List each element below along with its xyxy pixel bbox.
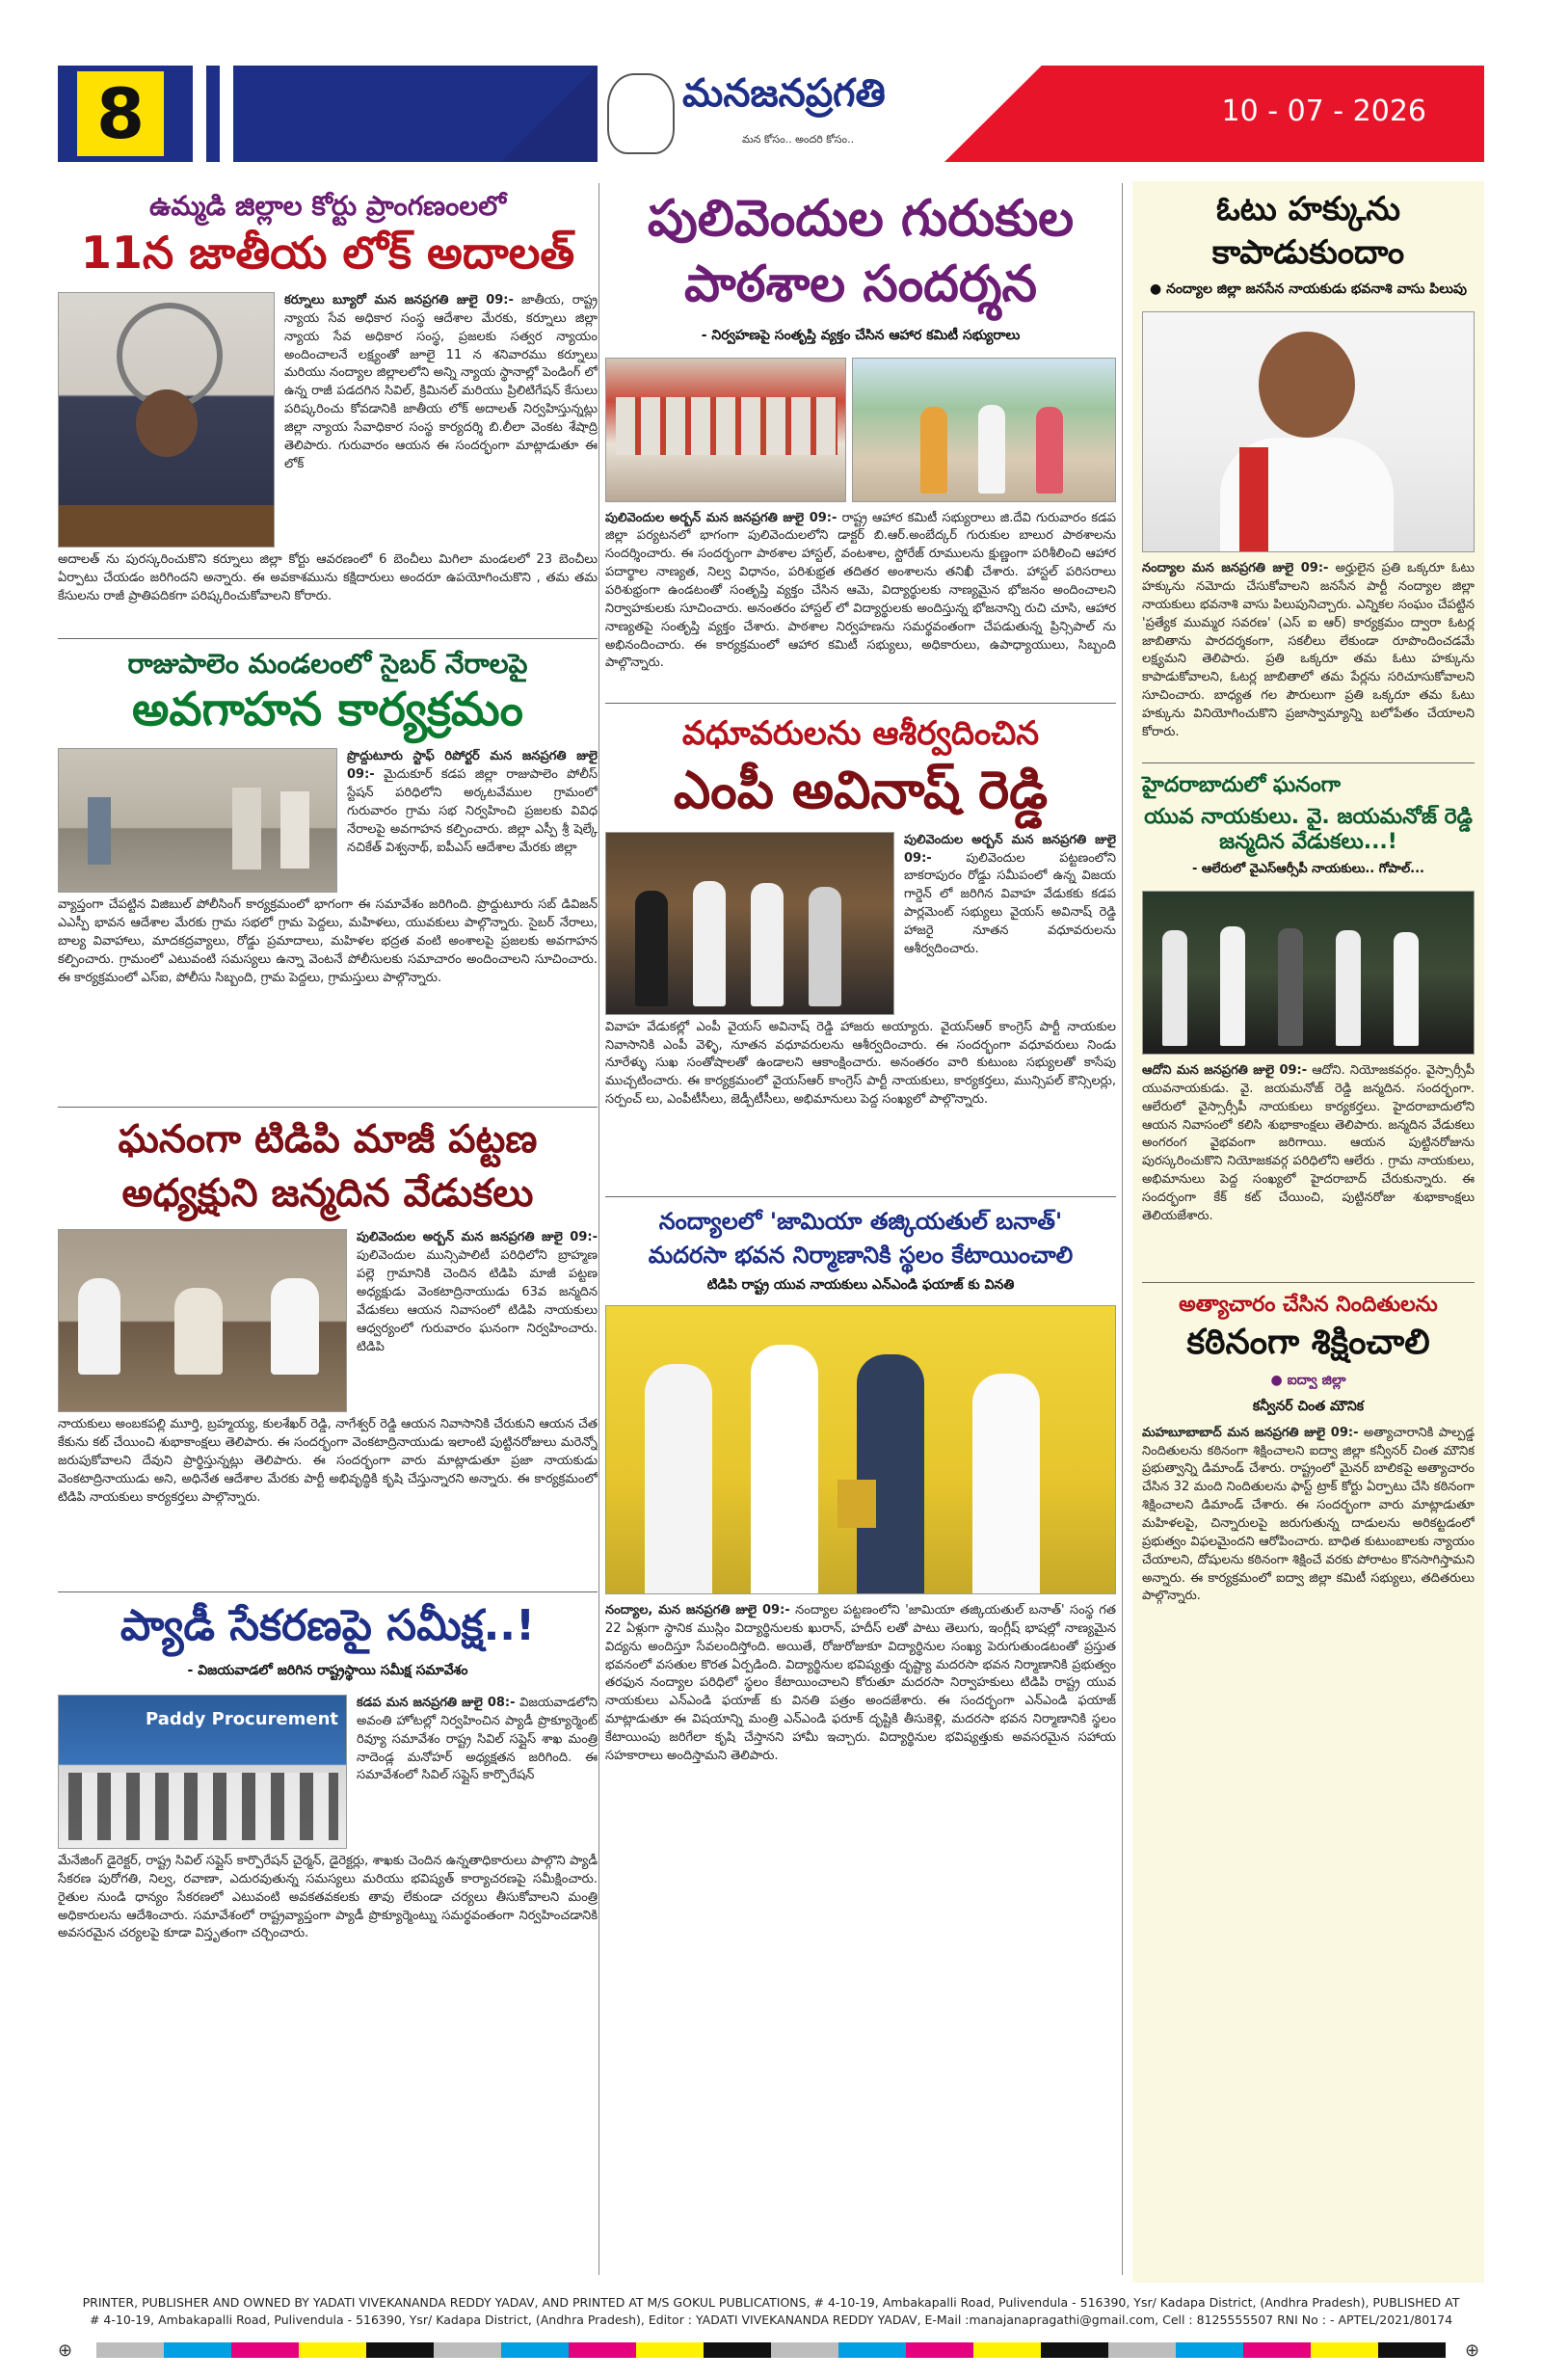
article-headline: ప్యాడీ సేకరణపై సమీక్ష..! (120, 1601, 536, 1651)
photo-birthday-celebration (58, 1229, 347, 1412)
issue-date: 10 - 07 - 2026 (1221, 94, 1426, 128)
photo-mp-wedding (605, 832, 894, 1015)
banner-text: Paddy Procurement (146, 1709, 339, 1730)
masthead (58, 66, 1484, 162)
article-kicker: వధూవరులను ఆశీర్వదించిన (681, 713, 1040, 753)
article-headline: పాఠశాల సందర్శన (683, 254, 1038, 313)
article-byline: నంద్యాల, మన జనప్రగతి జులై 09:- (605, 1602, 790, 1618)
article-kicker: హైదరాబాదులో ఘనంగా (1142, 773, 1342, 798)
article-mp-blessing (605, 715, 1116, 1185)
article-headline: ఓటు హక్కును (1215, 190, 1401, 228)
portrait-logo-icon (607, 73, 675, 154)
article-madrasa-land (605, 1209, 1116, 1806)
photo-committee-visit (852, 358, 1116, 502)
article-byline: ఆదోని మన జనప్రగతి జులై 09:- (1142, 1063, 1308, 1079)
article-paddy-review (58, 1602, 598, 2015)
article-headline: పులివెందుల గురుకుల (647, 190, 1075, 248)
article-byline: పులివెందుల అర్బన్ మన జనప్రగతి జులై 09:- (904, 832, 1116, 866)
article-body: పులివెందుల మున్సిపాలిటీ పరిధిలోని బ్రాహ్మణ పల్లె గ్రామానికి చెందిన టిడిపి మాజీ పట్టణ అధ్యక్షుడు వెంకటాద్రినాయుడు 63వ జన్మదిన వేడుకలు ఆయన నివాసంలో టిడిపి నాయకులు ఆధ్వర్యంలో గురువారం ఘనంగా నిర్వహించారు. టిడిపి (357, 1248, 598, 1354)
article-subheading: కన్వీనర్ చింత మౌనిక (1252, 1398, 1365, 1414)
column-right (1132, 181, 1484, 2283)
article-subheading: - విజయవాడలో జరిగిన రాష్ట్రస్థాయి సమీక్ష సమావేశం (187, 1663, 468, 1679)
article-headline: ఎంపీ అవినాష్ రెడ్డి (673, 759, 1049, 820)
article-cyber-awareness (58, 649, 598, 1097)
article-body: నాయకులు అంబకపల్లి మూర్తి, బ్రహ్మయ్య, కులశేఖర్ రెడ్డి, నాగేశ్వర్ రెడ్డి ఆయన నివాసానికి చేరుకుని ఆయన చేత కేకును కట్ చేయించి శుభాకాంక్షలు తెలిపారు. ఈ సందర్భంగా వెంకటాద్రినాయుడు ఇలాంటి పుట్టినరోజులు మరెన్నో జరుపుకోవాలని దేవుని ప్రార్థిస్తున్నట్లు తెలిపారు. ఈ సందర్భంగా వారు మాట్లాడుతూ ప్రజా నాయకుడు వెంకటాద్రినాయుడు అని, అధినేత ఆదేశాల మేరకు పార్టీ అభివృద్ధికి కృషి చేస్తున్నారని అన్నారు. ఈ కార్యక్రమంలో టిడిపి నాయకులు కార్యకర్తలు పాల్గొన్నారు. (58, 1417, 598, 1505)
article-body: నంద్యాల పట్టణంలోని 'జామియా తజ్కియతుల్ బనాత్' సంస్థ గత 22 ఏళ్లుగా స్థానిక ముస్లిం విద్యార్థినులకు ఖురాన్, హదీస్ లతో పాటు తెలుగు, ఇంగ్లీష్ భాషల్లో నాణ్యమైన విద్యను అందిస్తూ సేవలందిస్తోంది. అయితే, రోజురోజుకూ విద్యార్థినుల సంఖ్య పెరుగుతుండటంతో ప్రస్తుత భవనంలో వసతుల కొరత ఏర్పడింది. విద్యార్థినుల భవిష్యత్తు దృష్ట్యా మదరసా భవన నిర్మాణానికి ప్రభుత్వం తరఫున నంద్యాల పరిధిలో స్థలం కేటాయించాలని కోరుతూ మదరసా నిర్వాహకులు టిడిపి రాష్ట్ర యువ నాయకులు ఎన్ఎండి ఫయాజ్ కు వినతి పత్రం అందజేశారు. ఈ సందర్భంగా ఎన్ఎండి ఫయాజ్ మాట్లాడుతూ ఈ విషయాన్ని మంత్రి ఎన్ఎండి ఫరూక్ దృష్టికి తీసుకెళ్లి, మదరసా భవన నిర్మాణానికి స్థలం కేటాయింపు జరిగేలా కృషి చేస్తానని హామీ ఇచ్చారు. విద్యార్థినుల భవిష్యత్తుకు అవసరమైన సహాయ సహకారాలు అందిస్తామని తెలిపారు. (605, 1602, 1116, 1763)
article-body: జాతీయ, రాష్ట్ర న్యాయ సేవ అధికార సంస్థ ఆదేశాల మేరకు, కర్నూలు జిల్లా న్యాయ సేవ అధికార సంస్థ, ప్రజలకు సత్వర న్యాయం అందించాలనే లక్ష్యంతో జూలై 11 న శనివారము కర్నూలు మరియు నంద్యాల జిల్లాలలోని అన్ని న్యాయ స్థానాల్లో పెండింగ్ లో ఉన్న రాజీ పడదగిన సివిల్, క్రిమినల్ మరియు ప్రిలిటిగేషన్ కేసులు పరిష్కరించు కోవడానికి జాతీయ లోక్ అదాలత్ నిర్వహిస్తున్నట్లు జిల్లా న్యాయ సేవాధికార సంస్థ కార్యదర్శి బి.లీలా వెంకట శేషాద్రి తెలిపారు. గురువారం ఆయన ఈ సందర్భంగా మాట్లాడుతూ ఈ లోక్ (284, 293, 598, 471)
photo-judge (58, 292, 275, 548)
article-subheading: - ఆలేరులో వైఎస్ఆర్సీపీ నాయకులు.. గోపాల్... (1191, 862, 1424, 877)
photo-paddy-meeting (58, 1695, 347, 1849)
article-byline: మహబూబాబాద్ మన జనప్రగతి జులై 09:- (1142, 1425, 1359, 1440)
article-gurukul-visit (605, 191, 1116, 691)
article-body: మైదుకూర్ కడప జిల్లా రాజుపాలెం పోలీస్ స్టేషన్ పరిధిలోని అర్కటవేముల గ్రామంలో గురువారం గ్రామ సభ నిర్వహించి ప్రజలకు వివిధ నేరాలపై అవగాహన కల్పించారు. జిల్లా ఎస్పీ శ్రీ షెల్కే నచికేత్ విశ్వనాథ్, ఐపీఎస్ ఆదేశాల మేరకు జిల్లా (347, 767, 598, 855)
imprint-line: PRINTER, PUBLISHER AND OWNED BY YADATI VIVEKANANDA REDDY YADAV, AND PRINTED AT M/S GOKUL PUBLICATIONS, # 4-10-19, Ambakapalli Road, Pulivendula - 516390, Ysr/ Kadapa District, (Andhra Pradesh), PUBLISHED AT (82, 2295, 1460, 2310)
article-headline: కాపాడుకుందాం (1211, 233, 1405, 273)
article-lok-adalat (58, 191, 598, 628)
article-headline: ఘనంగా టిడిపి మాజీ పట్టణ (118, 1117, 538, 1163)
article-headline: యువ నాయకులు. వై. జయమనోజ్ రెడ్డి జన్మదిన వేడుకలు...! (1144, 805, 1473, 854)
article-byline: కడప మన జనప్రగతి జులై 08:- (357, 1696, 516, 1711)
article-body: వివాహ వేడుకల్లో ఎంపీ వైయస్ అవినాష్ రెడ్డి హాజరు అయ్యారు. వైయస్ఆర్ కాంగ్రెస్ పార్టీ నాయకుల నివాసానికి ఎంపీ వెళ్ళి, నూతన వధూవరులను ఆశీర్వదించారు. ఈ సందర్భంగా వధూవరులు నిండు నూరేళ్ళు సుఖ సంతోషాలతో ఉండాలని ఆకాంక్షించారు. అనంతరం వారి కుటుంబ సభ్యులతో కాసేపు ముచ్చటించారు. ఈ కార్యక్రమంలో వైయస్ఆర్ కాంగ్రెస్ పార్టీ నాయకులు, కార్యకర్తలు, మున్సిపల్ కౌన్సిలర్లు, సర్పంచ్ లు, ఎంపీటీసీలు, జెడ్పీటీసీలు, అభిమానులు పెద్ద సంఖ్యలో పాల్గొన్నారు. (605, 1019, 1116, 1108)
photo-janasena-leader (1142, 311, 1475, 552)
article-headline: అధ్యక్షుని జన్మదిన వేడుకలు (121, 1171, 534, 1217)
registration-mark-icon: ⊕ (1465, 2340, 1480, 2361)
column-left (58, 183, 598, 2015)
article-headline: మదరసా భవన నిర్మాణానికి స్థలం కేటాయించాలి (648, 1242, 1074, 1270)
article-byline: పులివెందుల అర్బన్ మన జనప్రగతి జులై 09:- (357, 1230, 598, 1245)
article-byline: కర్నూలు బ్యూరో మన జనప్రగతి జులై 09:- (284, 293, 514, 308)
photo-village-meeting (58, 748, 337, 893)
article-subheading: - నిర్వహణపై సంతృప్తి వ్యక్తం చేసిన ఆహార కమిటీ సభ్యురాలు (701, 327, 1021, 343)
newspaper-tagline: మన కోసం.. అందరి కోసం.. (742, 133, 855, 146)
article-body: పులివెందుల పట్టణంలోని బాకరాపురం రోడ్డు సమీపంలో ఉన్న విజయ గార్డెన్ లో జరిగిన వివాహ వేడుకకు కడప పార్లమెంట్ సభ్యులు వైయస్ అవినాష్ రెడ్డి హాజరై నూతన వధూవరులను ఆశీర్వదించారు. (904, 850, 1116, 956)
article-byline: నంద్యాల మన జనప్రగతి జులై 09:- (1142, 561, 1329, 576)
article-body: వ్యాప్తంగా చేపట్టిన విజిబుల్ పోలీసింగ్ కార్యక్రమంలో భాగంగా ఈ సమావేశం జరిగింది. ప్రొద్దుటూరు సబ్ డివిజన్ ఎఎస్పీ భావన ఆదేశాల మేరకు గ్రామ సభలో గ్రామ పెద్దలు, మహిళలు, యువకులు పాల్గొన్నారు. సైబర్ నేరాలు, బాల్య వివాహాలు, మాదకద్రవ్యాలు, రోడ్డు ప్రమాదాలు, మహిళల భద్రత వంటి అంశాలపై ప్రజలకు అవగాహన కల్పించారు. గ్రామంలో ఎటువంటి సమస్యలు ఉన్నా వెంటనే పోలీసులకు సమాచారం అందించాలని సూచించారు. ఈ కార్యక్రమంలో ఎస్ఐ, పోలీసు సిబ్బంది, గ్రామ పెద్దలు, గ్రామస్తులు పాల్గొన్నారు. (58, 897, 598, 985)
article-body: మేనేజింగ్ డైరెక్టర్, రాష్ట్ర సివిల్ సప్లైస్ కార్పొరేషన్ చైర్మన్, డైరెక్టర్లు, శాఖకు చెందిన ఉన్నతాధికారులు పాల్గొని ప్యాడీ సేకరణ పురోగతి, నిల్వ, రవాణా, ఎదురవుతున్న సమస్యలు మరియు భవిష్యత్ కార్యాచరణపై సమీక్షించారు. రైతుల నుండి ధాన్యం సేకరణలో ఎటువంటి అవకతవకలకు తావు లేకుండా చర్యలు తీసుకోవాలని మంత్రి అధికారులను ఆదేశించారు. సమావేశంలో రాష్ట్రవ్యాప్తంగా ప్యాడీ ప్రొక్యూర్మెంట్ను సమర్థవంతంగా నిర్వహించడానికి అవసరమైన చర్యలపై కూడా విస్తృతంగా చర్చించారు. (58, 1854, 598, 1941)
article-subheading: టిడిపి రాష్ట్ర యువ నాయకులు ఎన్ఎండి ఫయాజ్ కు వినతి (706, 1276, 1015, 1293)
newspaper-logo (598, 66, 944, 162)
column-divider (1122, 183, 1123, 2275)
column-middle (605, 183, 1116, 1806)
article-body: రాష్ట్ర ఆహార కమిటీ సభ్యురాలు జి.దేవి గురువారం కడప జిల్లా పర్యటనలో భాగంగా పులివెందులలోని డాక్టర్ బి.ఆర్.అంబేద్కర్ గురుకుల బాలుర పాఠశాలను సందర్శించారు. ఈ సందర్భంగా పాఠశాల హాస్టల్, వంటశాల, స్టోరేజ్ రూములను క్షుణ్ణంగా పరిశీలించి ఆహార పదార్థాల నాణ్యత, నిల్వ విధానం, పరిశుభ్రత తదితర అంశాలను తనిఖీ చేశారు. హాస్టల్ పరిసరాలు పరిశుభ్రంగా ఉండటంతో సంతృప్తి వ్యక్తం చేసిన ఆమె, విద్యార్థులకు నాణ్యమైన భోజనం అందించాలని నిర్వాహకులకు సూచించారు. అనంతరం హాస్టల్ లో విద్యార్థులకు అందిస్తున్న భోజనాన్ని రుచి చూసి, ఆహార నాణ్యతపై సంతృప్తి వ్యక్తం చేశారు. పాఠశాల నిర్వహణను సమర్థవంతంగా చేపడుతున్న ప్రిన్సిపాల్ ను అభినందించారు. ఈ కార్యక్రమంలో ఆహార కమిటీ సభ్యులు, అధికారులు, ఉపాధ్యాయులు, సిబ్బంది పాల్గొన్నారు. (605, 510, 1116, 671)
article-headline: అత్యాచారం చేసిన నిందితులను (1179, 1293, 1438, 1318)
article-byline: పులివెందుల అర్బన్ మన జనప్రగతి జులై 09:- (605, 510, 837, 525)
article-kicker: నంద్యాలలో 'జామియా తజ్కియతుల్ బనాత్' (658, 1207, 1063, 1235)
imprint-line: # 4-10-19, Ambakapalli Road, Pulivendula - 516390, Ysr/ Kadapa District, (Andhra Pradesh), Editor : YADATI VIVEKANANDA REDDY YADAV, E-Mail :manajanapragathi@gmail.com, Cell : 8125555507 RNI No : - APTEL/2021/80174 (89, 2313, 1453, 2328)
article-aidwa-demand (1132, 1293, 1484, 1714)
article-subheading: ● ఐద్వా జిల్లా (1270, 1372, 1346, 1388)
article-kicker: రాజుపాలెం మండలంలో సైబర్ నేరాలపై (127, 648, 528, 681)
article-byline: ప్రొద్దుటూరు స్టాఫ్ రిపోర్టర్ మన జనప్రగతి జులై 09:- (347, 749, 598, 783)
article-body: విజయవాడలోని అవంతి హోటల్లో నిర్వహించిన ప్యాడీ ప్రొక్యూర్మెంట్ రివ్యూ సమావేశం రాష్ట్ర సివిల్ సప్లైస్ శాఖ మంత్రి నాదెండ్ల మనోహర్ అధ్యక్షతన జరిగింది. ఈ సమావేశంలో సివిల్ సప్లైస్ కార్పొరేషన్ (357, 1696, 598, 1783)
newspaper-name: మనజనప్రగతి (682, 71, 886, 116)
article-tdp-birthday (58, 1117, 598, 1582)
article-body: ఆదోని. నియోజకవర్గం. వైస్సార్సీపీ యువనాయకుడు. వై. జయమనోజ్ రెడ్డి జన్మదిన. సందర్భంగా. ఆలేరులో వైస్సార్సీపీ నాయకులు కార్యకర్తలు. హైదరాబాదులోని ఆయన నివాసంలో కలిసి శుభాకాంక్షలు తెలిపారు. జన్మదిన వేడుకలు అంగరంగ వైభవంగా జరిగాయి. ఆయన పుట్టినరోజును పురస్కరించుకొని నియోజకవర్గ పరిధిలోని ఆలేరు . గ్రామ నాయకులు, అభిమానులు పెద్ద సంఖ్యలో హైదరాబాద్ చేరుకున్నారు. ఈ సందర్భంగా కేక్ కట్ చేయించి, పుట్టినరోజు శుభాకాంక్షలు తెలియజేశారు. (1142, 1063, 1475, 1223)
photo-birthday-group (1142, 891, 1475, 1055)
article-subheading: ● నంద్యాల జిల్లా జనసేన నాయకుడు భవనాశి వాసు పిలుపు (1150, 281, 1467, 298)
photo-food-storage (605, 358, 846, 502)
article-body: అదాలత్ ను పురస్కరించుకొని కర్నూలు జిల్లా కోర్టు ఆవరణంలో 6 బెంచీలు మిగిలా మండలలో 23 బెంచీలు ఏర్పాటు చేయడం జరిగిందని అన్నారు. ఈ అవకాశమును కక్షిదారులు అందరూ ఉపయోగించుకొని , తమ తమ కేసులను రాజీ ప్రాతిపదికగా పరిష్కరించుకోవాలని కోరారు. (58, 552, 598, 603)
article-body: అత్యాచారానికి పాల్పడ్డ నిందితులను కఠినంగా శిక్షించాలని ఐద్వా జిల్లా కన్వీనర్ చింత మౌనిక ప్రభుత్వాన్ని డిమాండ్ చేశారు. రాష్ట్రంలో మైనర్ బాలికపై అత్యాచారం చేసిన 32 మంది నిందితులను ఫాస్ట్ ట్రాక్ కోర్టు ఏర్పాటు చేసి కఠినంగా శిక్షించాలని డిమాండ్ చేశారు. ఈ సందర్భంగా వారు మాట్లాడుతూ మహిళలపై, చిన్నారులపై జరుగుతున్న దాడులను అరికట్టడంలో ప్రభుత్వం విఫలమైందని ఆరోపించారు. బాధిత కుటుంబాలకు న్యాయం చేయాలని, దోషులను కఠినంగా శిక్షించే వరకు పోరాటం కొనసాగిస్తామని అన్నారు. ఈ కార్యక్రమంలో ఐద్వా జిల్లా కమిటీ సభ్యులు, తదితరులు పాల్గొన్నారు. (1142, 1425, 1475, 1604)
article-headline: అవగాహన కార్యక్రమం (132, 682, 523, 737)
imprint-footer (58, 2294, 1484, 2329)
page-number: 8 (77, 71, 164, 156)
article-jayamanoj-birthday (1132, 773, 1484, 1272)
article-voter-rights (1132, 181, 1484, 753)
article-kicker: ఉమ్మడి జిల్లాల కోర్టు ప్రాంగణంలలో (148, 190, 507, 222)
print-color-bar (96, 2342, 1446, 2358)
article-headline: 11న జాతీయ లోక్ అదాలత్ (80, 227, 575, 280)
article-body: అర్హులైన ప్రతి ఒక్కరూ ఓటు హక్కును నమోదు చేసుకోవాలని జనసేన పార్టీ నంద్యాల జిల్లా నాయకులు భవనాశి వాసు పిలుపునిచ్చారు. ఎన్నికల సంఘం చేపట్టిన 'ప్రత్యేక ముమ్మర సవరణ' (ఎస్ ఐ ఆర్) కార్యక్రమం ద్వారా ఓటర్ల జాబితాను పారదర్శకంగా, సకలీలు లేకుండా రూపొందించడమే లక్ష్యమని తెలిపారు. ప్రతి ఒక్కరూ తమ ఓటు హక్కును కాపాడుకోవాలని, ఓటర్ల జాబితాలో తమ పేర్లను సరిచూసుకోవాలని సూచించారు. బాధ్యత గల పౌరులుగా ప్రతి ఒక్కరూ తమ ఓటు హక్కును వినియోగించుకొని ప్రజాస్వామ్యాన్ని బలోపేతం చేయాలని కోరారు. (1142, 561, 1475, 739)
column-divider (598, 183, 599, 2275)
article-headline: కఠినంగా శిక్షించాలి (1186, 1323, 1430, 1363)
photo-madrasa-petition (605, 1305, 1116, 1594)
registration-mark-icon: ⊕ (58, 2340, 73, 2361)
